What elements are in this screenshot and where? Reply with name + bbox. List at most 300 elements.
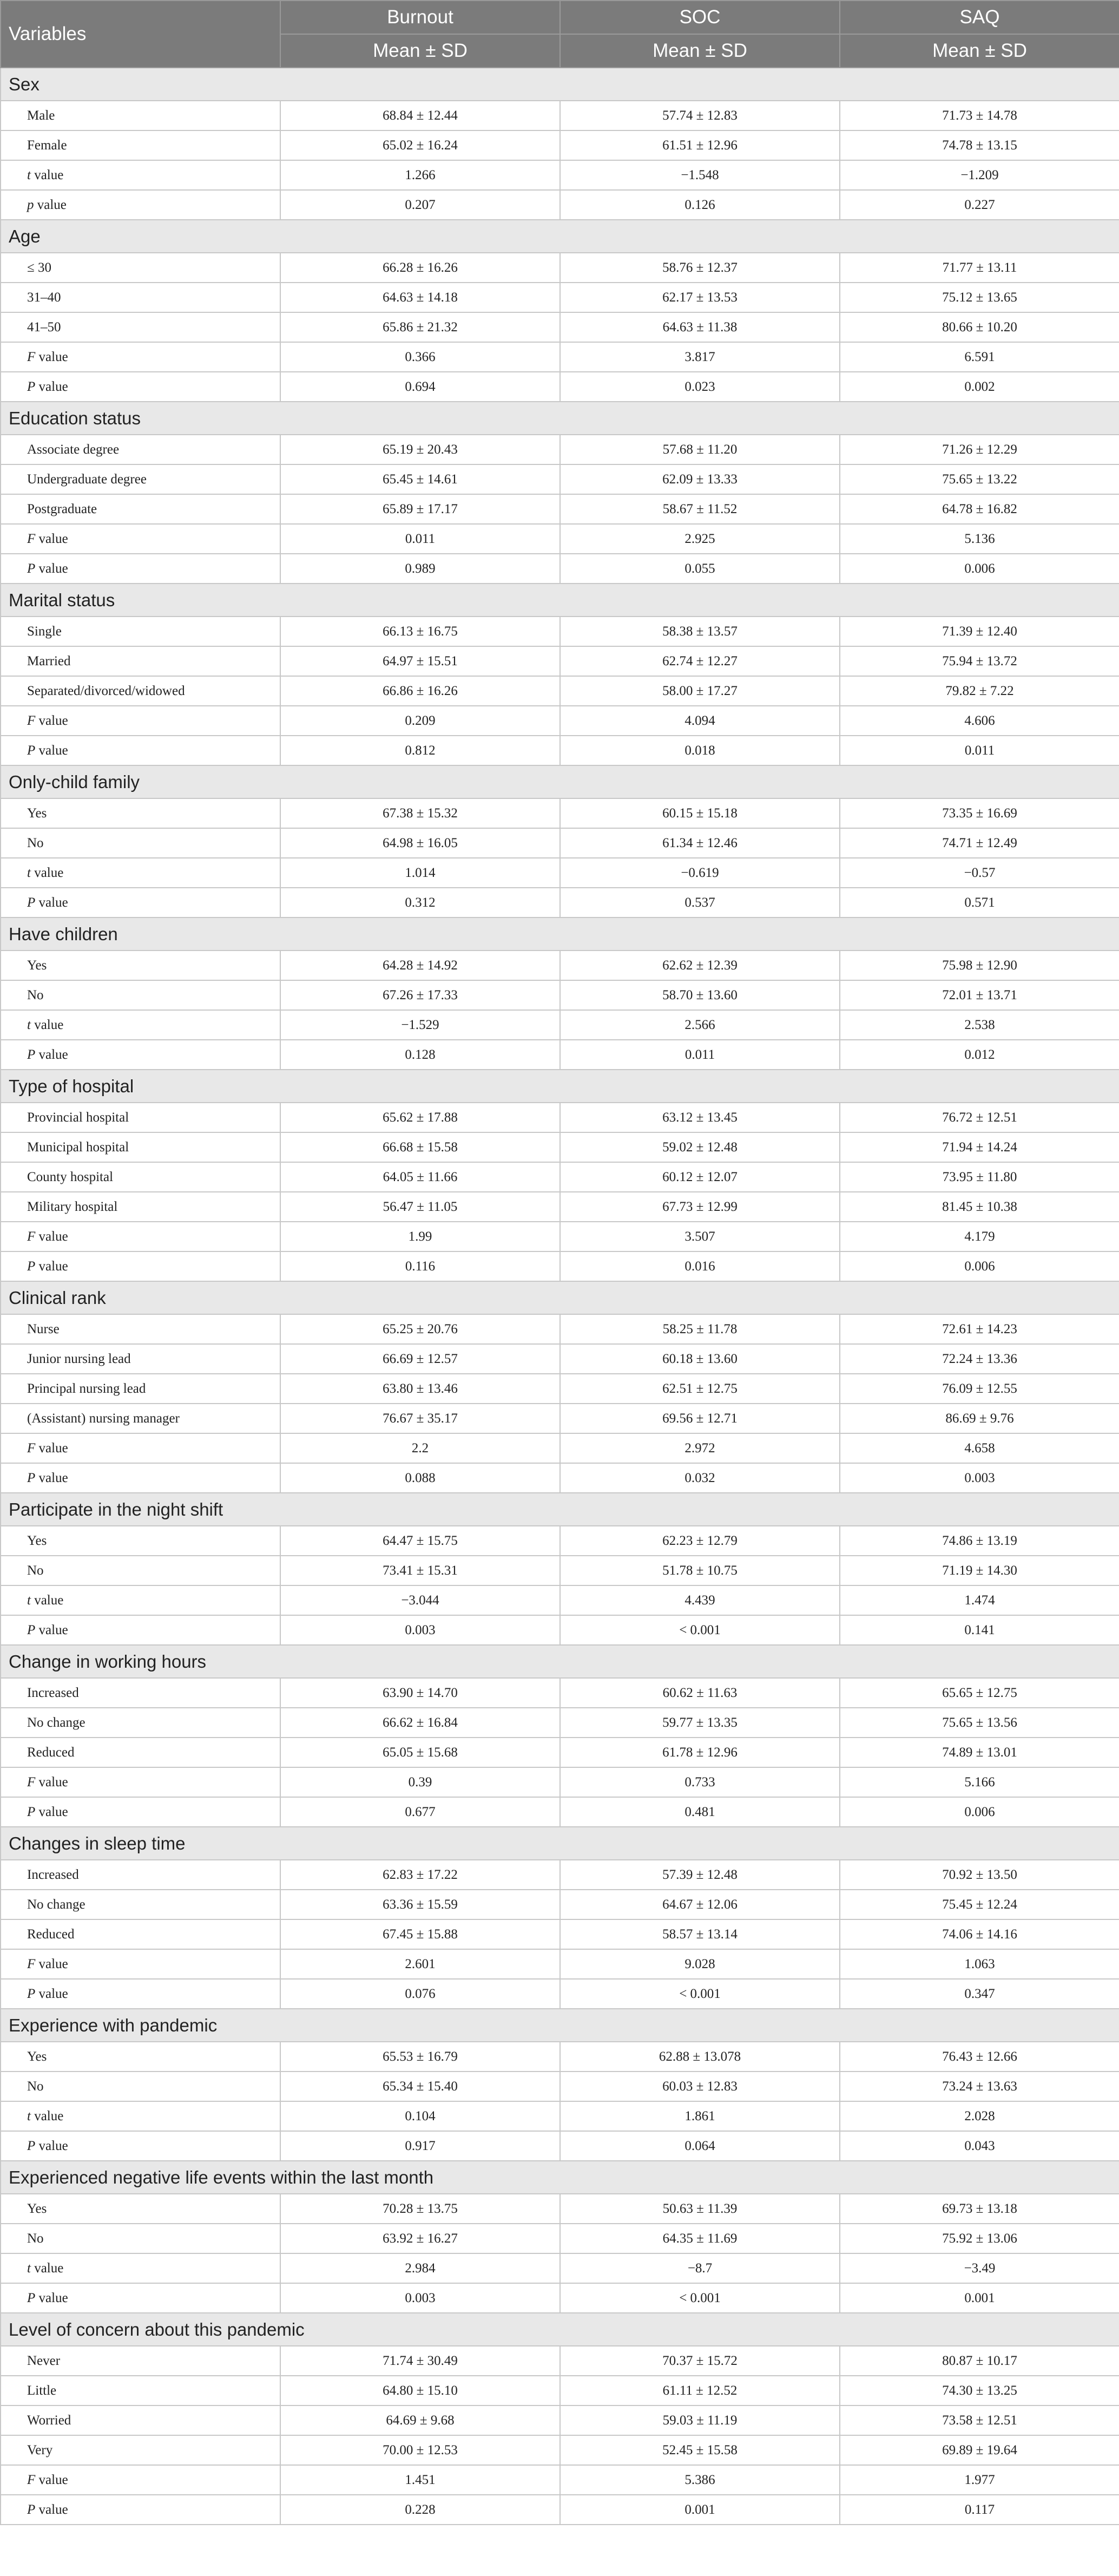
statistic-label: value [30, 2260, 64, 2276]
value-cell: 59.03 ± 11.19 [560, 2405, 840, 2435]
statistic-row [1, 2131, 1119, 2161]
value-cell: 5.166 [840, 1767, 1119, 1797]
value-cell: 0.312 [280, 888, 560, 917]
row-label: Yes [1, 951, 280, 980]
section-title: Education status [1, 402, 1119, 435]
value-cell: 58.57 ± 13.14 [560, 1919, 840, 1949]
statistic-row [1, 1615, 1119, 1645]
statistic-row [1, 1585, 1119, 1615]
row-label [1, 1979, 280, 2009]
value-cell: 74.71 ± 12.49 [840, 828, 1119, 858]
value-cell: 6.591 [840, 342, 1119, 372]
row-label: County hospital [1, 1162, 280, 1192]
value-cell: 62.88 ± 13.078 [560, 2042, 840, 2072]
value-cell: 66.68 ± 15.58 [280, 1132, 560, 1162]
statistic-label: value [30, 2108, 64, 2123]
table-header [1, 1, 1119, 68]
value-cell: 71.74 ± 30.49 [280, 2346, 560, 2376]
table-row [1, 1738, 1119, 1767]
table-row [1, 676, 1119, 706]
table-row [1, 1132, 1119, 1162]
statistic-label: value [35, 1986, 68, 2001]
table-row [1, 1344, 1119, 1374]
statistic-label: value [35, 379, 68, 394]
table-row [1, 980, 1119, 1010]
value-cell: 74.86 ± 13.19 [840, 1526, 1119, 1556]
statistic-label: value [35, 561, 68, 576]
value-cell: 5.136 [840, 524, 1119, 554]
value-cell: 51.78 ± 10.75 [560, 1556, 840, 1585]
value-cell: 66.28 ± 16.26 [280, 253, 560, 283]
table-row [1, 2072, 1119, 2101]
section-row [1, 2161, 1119, 2194]
table-row [1, 435, 1119, 464]
row-label [1, 706, 280, 736]
value-cell: 1.266 [280, 160, 560, 190]
statistic-symbol: t [27, 2260, 31, 2276]
value-cell: 1.99 [280, 1222, 560, 1251]
statistic-row [1, 888, 1119, 917]
row-label: Never [1, 2346, 280, 2376]
value-cell: 73.24 ± 13.63 [840, 2072, 1119, 2101]
value-cell: 1.474 [840, 1585, 1119, 1615]
section-title: Have children [1, 917, 1119, 951]
section-title: Sex [1, 68, 1119, 101]
value-cell: 4.179 [840, 1222, 1119, 1251]
statistic-label: value [35, 1804, 68, 1819]
value-cell: −1.548 [560, 160, 840, 190]
row-label: No change [1, 1708, 280, 1738]
value-cell: 67.45 ± 15.88 [280, 1919, 560, 1949]
row-label [1, 1615, 280, 1645]
value-cell: 76.43 ± 12.66 [840, 2042, 1119, 2072]
row-label: 41–50 [1, 312, 280, 342]
statistic-label: value [35, 743, 68, 758]
value-cell: 65.45 ± 14.61 [280, 464, 560, 494]
row-label: Little [1, 2376, 280, 2405]
value-cell: 4.606 [840, 706, 1119, 736]
row-label: Yes [1, 2042, 280, 2072]
row-label: Single [1, 617, 280, 646]
subheader-burnout: Mean ± SD [280, 34, 560, 68]
statistic-row [1, 1767, 1119, 1797]
table-row [1, 2224, 1119, 2253]
value-cell: 71.77 ± 13.11 [840, 253, 1119, 283]
value-cell: 63.80 ± 13.46 [280, 1374, 560, 1404]
value-cell: 62.17 ± 13.53 [560, 283, 840, 312]
value-cell: 58.76 ± 12.37 [560, 253, 840, 283]
value-cell: 0.917 [280, 2131, 560, 2161]
value-cell: 2.972 [560, 1433, 840, 1463]
value-cell: 65.53 ± 16.79 [280, 2042, 560, 2072]
row-label [1, 554, 280, 584]
table-row [1, 2435, 1119, 2465]
section-title: Experience with pandemic [1, 2009, 1119, 2042]
table-row [1, 1678, 1119, 1708]
value-cell: 70.37 ± 15.72 [560, 2346, 840, 2376]
value-cell: 62.83 ± 17.22 [280, 1860, 560, 1890]
table-row [1, 283, 1119, 312]
value-cell: 1.977 [840, 2465, 1119, 2495]
value-cell: 70.92 ± 13.50 [840, 1860, 1119, 1890]
statistic-row [1, 2253, 1119, 2283]
section-title: Change in working hours [1, 1645, 1119, 1678]
value-cell: 60.15 ± 15.18 [560, 798, 840, 828]
statistic-row [1, 858, 1119, 888]
section-row [1, 1645, 1119, 1678]
row-label: Municipal hospital [1, 1132, 280, 1162]
value-cell: 65.25 ± 20.76 [280, 1314, 560, 1344]
statistic-symbol: P [27, 1804, 36, 1819]
section-row [1, 765, 1119, 798]
row-label: Yes [1, 2194, 280, 2224]
value-cell: 0.006 [840, 1251, 1119, 1281]
value-cell: 0.006 [840, 1797, 1119, 1827]
statistic-row [1, 1251, 1119, 1281]
value-cell: < 0.001 [560, 2283, 840, 2313]
value-cell: 0.012 [840, 1040, 1119, 1070]
value-cell: −1.529 [280, 1010, 560, 1040]
statistic-row [1, 1010, 1119, 1040]
row-label: No [1, 1556, 280, 1585]
statistic-symbol: P [27, 2290, 36, 2305]
value-cell: 62.23 ± 12.79 [560, 1526, 840, 1556]
value-cell: 0.537 [560, 888, 840, 917]
value-cell: 0.003 [280, 2283, 560, 2313]
value-cell: 64.69 ± 9.68 [280, 2405, 560, 2435]
value-cell: 58.38 ± 13.57 [560, 617, 840, 646]
section-title: Only-child family [1, 765, 1119, 798]
section-row [1, 2313, 1119, 2346]
value-cell: 0.812 [280, 736, 560, 765]
statistic-row [1, 1979, 1119, 2009]
value-cell: 75.94 ± 13.72 [840, 646, 1119, 676]
value-cell: 3.817 [560, 342, 840, 372]
value-cell: 2.984 [280, 2253, 560, 2283]
value-cell: 73.58 ± 12.51 [840, 2405, 1119, 2435]
statistic-symbol: P [27, 561, 36, 576]
statistic-symbol: P [27, 1622, 36, 1637]
statistic-symbol: F [27, 349, 36, 364]
value-cell: 0.141 [840, 1615, 1119, 1645]
value-cell: 74.78 ± 13.15 [840, 130, 1119, 160]
value-cell: 56.47 ± 11.05 [280, 1192, 560, 1222]
value-cell: 65.86 ± 21.32 [280, 312, 560, 342]
row-label [1, 190, 280, 220]
value-cell: 70.00 ± 12.53 [280, 2435, 560, 2465]
value-cell: 9.028 [560, 1949, 840, 1979]
value-cell: −0.57 [840, 858, 1119, 888]
statistic-row [1, 1949, 1119, 1979]
value-cell: 71.26 ± 12.29 [840, 435, 1119, 464]
section-row [1, 220, 1119, 253]
value-cell: 60.62 ± 11.63 [560, 1678, 840, 1708]
row-label: No [1, 828, 280, 858]
value-cell: 3.507 [560, 1222, 840, 1251]
row-label [1, 160, 280, 190]
value-cell: 58.67 ± 11.52 [560, 494, 840, 524]
value-cell: 2.601 [280, 1949, 560, 1979]
row-label: No change [1, 1890, 280, 1919]
statistic-symbol: P [27, 1470, 36, 1485]
row-label: Female [1, 130, 280, 160]
value-cell: 0.694 [280, 372, 560, 402]
section-title: Age [1, 220, 1119, 253]
row-label [1, 342, 280, 372]
value-cell: 59.02 ± 12.48 [560, 1132, 840, 1162]
value-cell: 0.001 [560, 2495, 840, 2525]
table-row [1, 1162, 1119, 1192]
statistic-symbol: t [27, 1017, 31, 1032]
statistic-symbol: F [27, 531, 36, 546]
statistic-label: value [35, 2138, 68, 2153]
row-label [1, 1797, 280, 1827]
value-cell: −0.619 [560, 858, 840, 888]
value-cell: 0.011 [840, 736, 1119, 765]
value-cell: 69.89 ± 19.64 [840, 2435, 1119, 2465]
row-label [1, 2101, 280, 2131]
table-row [1, 494, 1119, 524]
statistic-label: value [35, 349, 68, 364]
statistic-label: value [35, 1956, 68, 1971]
value-cell: 66.69 ± 12.57 [280, 1344, 560, 1374]
value-cell: 0.347 [840, 1979, 1119, 2009]
table-row [1, 951, 1119, 980]
value-cell: 71.39 ± 12.40 [840, 617, 1119, 646]
value-cell: 60.18 ± 13.60 [560, 1344, 840, 1374]
row-label [1, 858, 280, 888]
row-label [1, 2283, 280, 2313]
value-cell: 65.02 ± 16.24 [280, 130, 560, 160]
row-label [1, 736, 280, 765]
row-label: Provincial hospital [1, 1103, 280, 1132]
value-cell: 0.209 [280, 706, 560, 736]
table-row [1, 1526, 1119, 1556]
value-cell: 0.207 [280, 190, 560, 220]
value-cell: 60.12 ± 12.07 [560, 1162, 840, 1192]
value-cell: 76.09 ± 12.55 [840, 1374, 1119, 1404]
statistic-row [1, 706, 1119, 736]
value-cell: 75.45 ± 12.24 [840, 1890, 1119, 1919]
table-row [1, 2346, 1119, 2376]
statistic-symbol: F [27, 1440, 36, 1456]
value-cell: 0.116 [280, 1251, 560, 1281]
header-row [1, 1, 1119, 34]
row-label: Principal nursing lead [1, 1374, 280, 1404]
section-title: Participate in the night shift [1, 1493, 1119, 1526]
statistic-row [1, 1797, 1119, 1827]
value-cell: 74.30 ± 13.25 [840, 2376, 1119, 2405]
value-cell: 63.12 ± 13.45 [560, 1103, 840, 1132]
table-row [1, 1192, 1119, 1222]
row-label: Associate degree [1, 435, 280, 464]
subheader-saq: Mean ± SD [840, 34, 1119, 68]
statistic-symbol: F [27, 1774, 36, 1790]
value-cell: 0.366 [280, 342, 560, 372]
value-cell: 64.63 ± 14.18 [280, 283, 560, 312]
row-label: No [1, 2224, 280, 2253]
statistic-label: value [35, 1470, 68, 1485]
value-cell: 75.12 ± 13.65 [840, 283, 1119, 312]
section-title: Experienced negative life events within the last month [1, 2161, 1119, 2194]
value-cell: 0.002 [840, 372, 1119, 402]
value-cell: 64.67 ± 12.06 [560, 1890, 840, 1919]
statistic-symbol: t [27, 1592, 31, 1608]
value-cell: 0.018 [560, 736, 840, 765]
value-cell: 1.861 [560, 2101, 840, 2131]
value-cell: 67.26 ± 17.33 [280, 980, 560, 1010]
row-label: No [1, 980, 280, 1010]
value-cell: 58.00 ± 17.27 [560, 676, 840, 706]
table-row [1, 2194, 1119, 2224]
statistic-row [1, 2101, 1119, 2131]
statistic-label: value [35, 531, 68, 546]
row-label: Increased [1, 1678, 280, 1708]
value-cell: 65.05 ± 15.68 [280, 1738, 560, 1767]
value-cell: 57.68 ± 11.20 [560, 435, 840, 464]
table-row [1, 1708, 1119, 1738]
value-cell: 80.66 ± 10.20 [840, 312, 1119, 342]
row-label: Male [1, 101, 280, 130]
value-cell: 0.088 [280, 1463, 560, 1493]
value-cell: 59.77 ± 13.35 [560, 1708, 840, 1738]
variables-header: Variables [1, 1, 280, 68]
table-row [1, 1404, 1119, 1433]
table-row [1, 1314, 1119, 1344]
table-row [1, 798, 1119, 828]
table-row [1, 101, 1119, 130]
row-label: Increased [1, 1860, 280, 1890]
table-row [1, 1374, 1119, 1404]
section-title: Type of hospital [1, 1070, 1119, 1103]
row-label [1, 1585, 280, 1615]
value-cell: 72.24 ± 13.36 [840, 1344, 1119, 1374]
value-cell: 0.117 [840, 2495, 1119, 2525]
value-cell: 0.104 [280, 2101, 560, 2131]
value-cell: 66.13 ± 16.75 [280, 617, 560, 646]
table-row [1, 253, 1119, 283]
value-cell: < 0.001 [560, 1979, 840, 2009]
table-row [1, 312, 1119, 342]
statistic-symbol: P [27, 1047, 36, 1062]
statistic-symbol: P [27, 743, 36, 758]
statistic-row [1, 2495, 1119, 2525]
statistic-row [1, 736, 1119, 765]
value-cell: −8.7 [560, 2253, 840, 2283]
value-cell: 2.925 [560, 524, 840, 554]
value-cell: 66.86 ± 16.26 [280, 676, 560, 706]
value-cell: 69.56 ± 12.71 [560, 1404, 840, 1433]
statistic-label: value [30, 1017, 64, 1032]
value-cell: 72.01 ± 13.71 [840, 980, 1119, 1010]
value-cell: 79.82 ± 7.22 [840, 676, 1119, 706]
row-label: Separated/divorced/widowed [1, 676, 280, 706]
statistic-symbol: t [27, 167, 31, 182]
statistic-row [1, 554, 1119, 584]
column-header-burnout: Burnout [280, 1, 560, 34]
row-label [1, 372, 280, 402]
row-label [1, 1767, 280, 1797]
statistic-row [1, 2465, 1119, 2495]
value-cell: 64.35 ± 11.69 [560, 2224, 840, 2253]
section-row [1, 1281, 1119, 1314]
value-cell: 71.19 ± 14.30 [840, 1556, 1119, 1585]
row-label: Worried [1, 2405, 280, 2435]
table-row [1, 1890, 1119, 1919]
value-cell: 63.90 ± 14.70 [280, 1678, 560, 1708]
value-cell: 0.023 [560, 372, 840, 402]
statistic-label: value [35, 1622, 68, 1637]
value-cell: 80.87 ± 10.17 [840, 2346, 1119, 2376]
statistic-symbol: F [27, 1956, 36, 1971]
value-cell: 64.78 ± 16.82 [840, 494, 1119, 524]
value-cell: 67.73 ± 12.99 [560, 1192, 840, 1222]
value-cell: 4.658 [840, 1433, 1119, 1463]
row-label: Yes [1, 1526, 280, 1556]
table-row [1, 828, 1119, 858]
row-label: Very [1, 2435, 280, 2465]
value-cell: −3.044 [280, 1585, 560, 1615]
row-label: Military hospital [1, 1192, 280, 1222]
table-row [1, 2042, 1119, 2072]
row-label: Postgraduate [1, 494, 280, 524]
statistic-label: value [35, 2502, 68, 2517]
row-label [1, 2253, 280, 2283]
value-cell: 74.89 ± 13.01 [840, 1738, 1119, 1767]
value-cell: 0.228 [280, 2495, 560, 2525]
value-cell: 65.62 ± 17.88 [280, 1103, 560, 1132]
row-label [1, 1949, 280, 1979]
value-cell: 61.11 ± 12.52 [560, 2376, 840, 2405]
table-row [1, 1919, 1119, 1949]
value-cell: 74.06 ± 14.16 [840, 1919, 1119, 1949]
value-cell: 4.439 [560, 1585, 840, 1615]
value-cell: 2.2 [280, 1433, 560, 1463]
statistic-row [1, 1433, 1119, 1463]
value-cell: 81.45 ± 10.38 [840, 1192, 1119, 1222]
row-label: Reduced [1, 1919, 280, 1949]
statistic-label: value [30, 167, 64, 182]
value-cell: 0.481 [560, 1797, 840, 1827]
value-cell: −1.209 [840, 160, 1119, 190]
value-cell: 0.055 [560, 554, 840, 584]
value-cell: 75.65 ± 13.22 [840, 464, 1119, 494]
statistic-label: value [35, 1774, 68, 1790]
value-cell: 76.72 ± 12.51 [840, 1103, 1119, 1132]
value-cell: 63.92 ± 16.27 [280, 2224, 560, 2253]
statistic-row [1, 2283, 1119, 2313]
value-cell: 61.51 ± 12.96 [560, 130, 840, 160]
value-cell: 66.62 ± 16.84 [280, 1708, 560, 1738]
table-row [1, 2376, 1119, 2405]
value-cell: 64.63 ± 11.38 [560, 312, 840, 342]
statistic-symbol: P [27, 1986, 36, 2001]
row-label [1, 524, 280, 554]
row-label [1, 1040, 280, 1070]
value-cell: 63.36 ± 15.59 [280, 1890, 560, 1919]
value-cell: 70.28 ± 13.75 [280, 2194, 560, 2224]
subheader-soc: Mean ± SD [560, 34, 840, 68]
value-cell: 0.128 [280, 1040, 560, 1070]
value-cell: 75.92 ± 13.06 [840, 2224, 1119, 2253]
table-body [1, 68, 1119, 2525]
value-cell: 62.09 ± 13.33 [560, 464, 840, 494]
value-cell: 58.70 ± 13.60 [560, 980, 840, 1010]
value-cell: 0.227 [840, 190, 1119, 220]
value-cell: 64.80 ± 15.10 [280, 2376, 560, 2405]
table-row [1, 617, 1119, 646]
statistic-row [1, 1040, 1119, 1070]
